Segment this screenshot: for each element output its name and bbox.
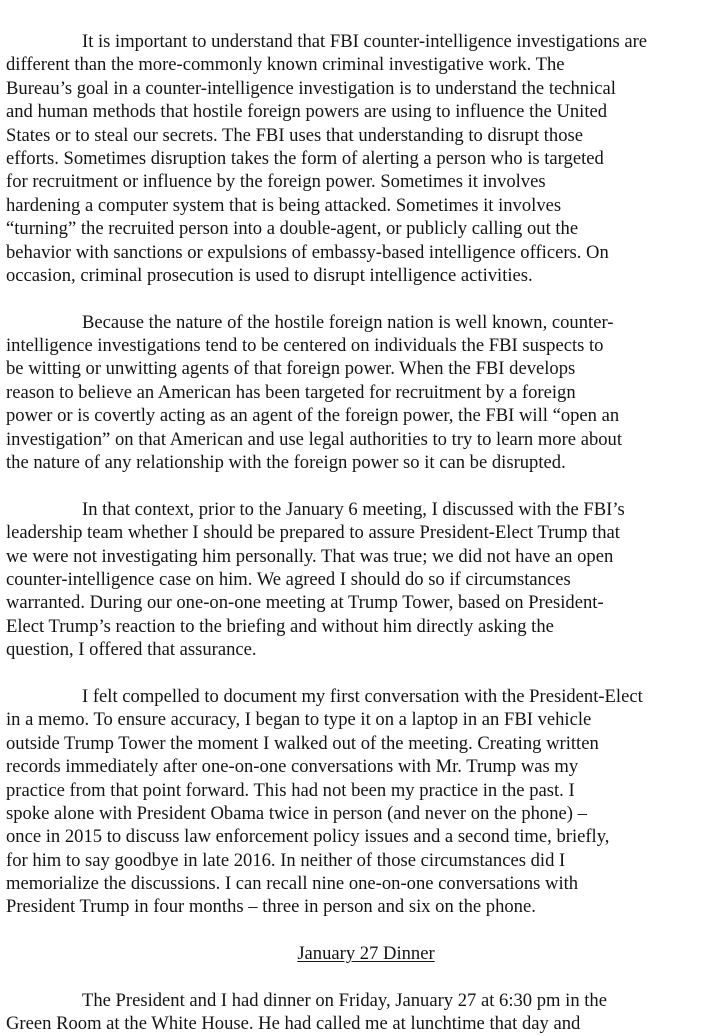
text-line: and human methods that hostile foreign powers are using to influence the United [6,101,608,123]
text-line: investigation” on that American and use legal authorities to try to learn more about [6,428,622,450]
text-line: Bureau’s goal in a counter-intelligence investigation is to understand the technical [6,77,616,99]
text-line: once in 2015 to discuss law enforcement policy issues and a second time, briefly, [6,826,610,848]
text-line: in a memo. To ensure accuracy, I began to type it on a laptop in an FBI vehicle [6,709,592,731]
text-line: be witting or unwitting agents of that foreign power. When the FBI develops [6,358,576,380]
text-line: outside Trump Tower the moment I walked out of the meeting. Creating written [6,732,599,754]
text-line: It is important to understand that FBI counter-intelligence investigations are [82,31,648,52]
text-line: intelligence investigations tend to be centered on individuals the FBI suspects to [6,335,604,357]
paragraph-hostile-nation [6,311,720,475]
text-line: hardening a computer system that is being attacked. Sometimes it involves [6,194,562,216]
text-line: for recruitment or influence by the foreign power. Sometimes it involves [6,171,546,193]
text-line: efforts. Sometimes disruption takes the form of alerting a person who is targeted [6,147,604,169]
text-line: the nature of any relationship with the foreign power so it can be disrupted. [6,452,566,474]
text-line: behavior with sanctions or expulsions of embassy-based intelligence officers. On [6,241,609,263]
text-line: warranted. During our one-on-one meeting at Trump Tower, based on President- [6,592,604,614]
text-line: Green Room at the White House. He had called me at lunchtime that day and [6,1013,581,1035]
text-line: we were not investigating him personally. That was true; we did not have an open [6,545,614,567]
text-line: different than the more-commonly known criminal investigative work. The [6,54,565,76]
text-line: I felt compelled to document my first conversation with the President-Elect [82,685,643,707]
text-line: question, I offered that assurance. [6,639,257,661]
text-line: Because the nature of the hostile foreign nation is well known, counter- [82,311,614,333]
paragraph-dinner [6,989,720,1036]
text-line: counter-intelligence case on him. We agreed I should do so if circumstances [6,568,571,590]
text-line: memorialize the discussions. I can recall nine one-on-one conversations with [6,873,579,895]
paragraph-january-6-context [6,498,720,662]
text-line: records immediately after one-on-one conversations with Mr. Trump was my [6,756,579,778]
paragraph-memo-practice [6,685,720,919]
text-line: In that context, prior to the January 6 meeting, I discussed with the FBI’s [82,498,625,520]
text-line: States or to steal our secrets. The FBI uses that understanding to disrupt those [6,124,584,146]
text-line: for him to say goodbye in late 2016. In neither of those circumstances did I [6,849,566,871]
text-line: power or is covertly acting as an agent of the foreign power, the FBI will “open an [6,405,620,427]
text-line: President Trump in four months – three in person and six on the phone. [6,896,536,918]
paragraph-counter-intelligence [6,30,720,287]
text-line: “turning” the recruited person into a double-agent, or publicly calling out the [6,218,579,240]
text-line: Elect Trump’s reaction to the briefing and without him directly asking the [6,615,554,637]
text-line: practice from that point forward. This had not been my practice in the past. I [6,779,575,801]
text-line: reason to believe an American has been targeted for recruitment by a foreign [6,381,576,403]
text-line: leadership team whether I should be prepared to assure President-Elect Trump that [6,522,620,544]
section-heading: January 27 Dinner [297,943,435,965]
text-line: occasion, criminal prosecution is used to disrupt intelligence activities. [6,264,533,286]
text-line: The President and I had dinner on Friday, January 27 at 6:30 pm in the [82,990,607,1012]
text-line: spoke alone with President Obama twice in person (and never on the phone) – [6,802,587,824]
